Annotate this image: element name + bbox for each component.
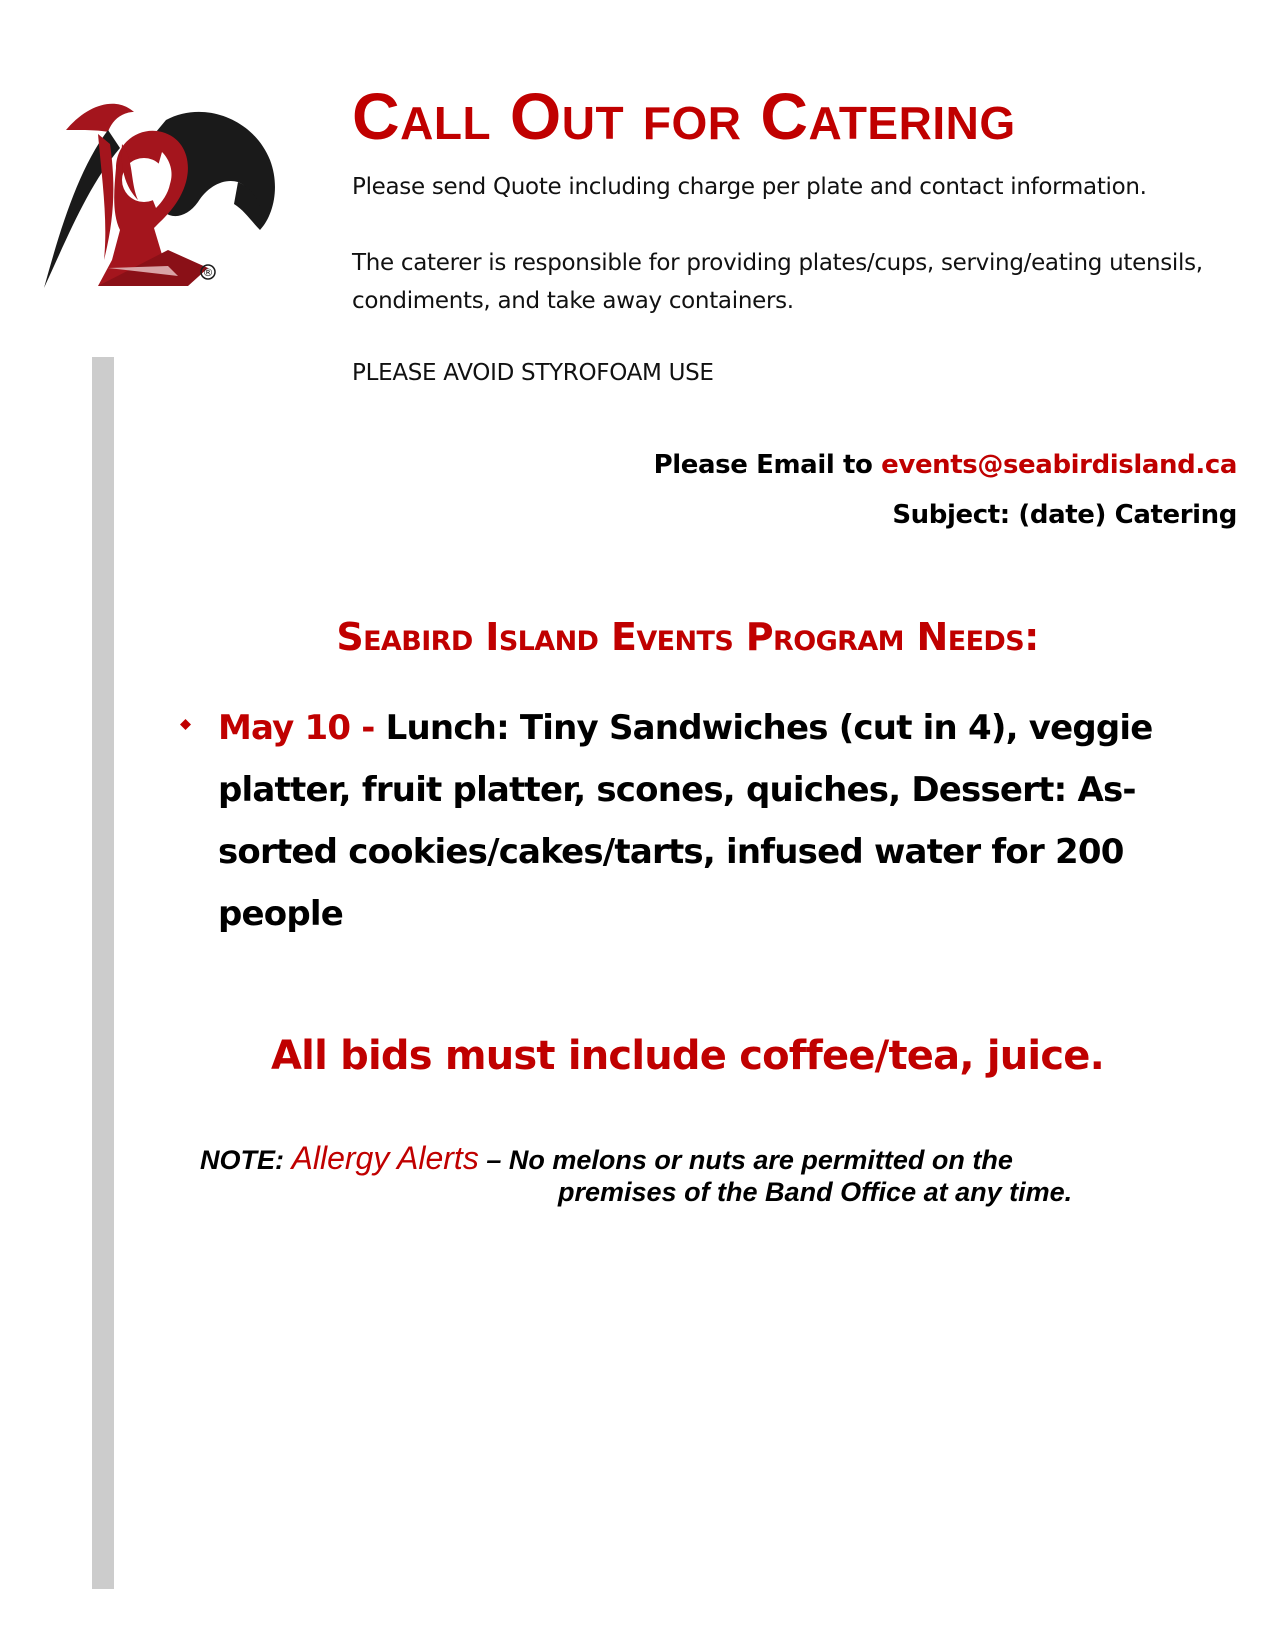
- diamond-bullet-icon: [180, 719, 191, 730]
- needs-list: [180, 697, 1160, 945]
- responsibility-text: The caterer is responsible for providing plates/cups, serving/eating utensils, condiments, and take away containers.: [352, 250, 1203, 314]
- email-prefix: Please Email to: [653, 450, 882, 480]
- email-link[interactable]: events@seabirdisland.ca: [881, 450, 1237, 480]
- email-line: [654, 440, 1237, 490]
- email-subject: Subject: (date) Catering: [892, 500, 1237, 530]
- hair-strand-shape: [98, 134, 113, 260]
- item-date: May 10 -: [218, 708, 386, 748]
- side-bar: [92, 357, 114, 1589]
- note-text-2: premises of the Band Office at any time.: [558, 1177, 1073, 1207]
- allergy-alert-label: Allergy Alerts: [291, 1140, 479, 1176]
- eagle-logo-icon: [38, 90, 288, 305]
- registered-mark-text: ®: [202, 266, 214, 279]
- note-label: NOTE:: [200, 1145, 292, 1175]
- email-block: [654, 440, 1237, 540]
- bids-requirement: All bids must include coffee/tea, juice.: [271, 1033, 1104, 1079]
- page-title: Call Out for Catering: [352, 79, 1016, 153]
- note-line-1: [200, 1142, 1200, 1176]
- quote-instruction: Please send Quote including charge per plate and contact information.: [352, 174, 1147, 200]
- allergy-note: [200, 1142, 1200, 1208]
- list-item: [180, 697, 1160, 945]
- feather-shape: [66, 104, 134, 132]
- needs-heading: Seabird Island Events Program Needs:: [336, 615, 1039, 659]
- item-description: Lunch: Tiny Sandwiches (cut in 4), veggie platter, fruit platter, scones, quiches, Dessert: As-sorted cookies/cakes/tarts, infused water for 200 people: [218, 708, 1153, 934]
- styrofoam-notice: PLEASE AVOID STYROFOAM USE: [352, 360, 714, 386]
- note-text-1: – No melons or nuts are permitted on the: [478, 1145, 1013, 1175]
